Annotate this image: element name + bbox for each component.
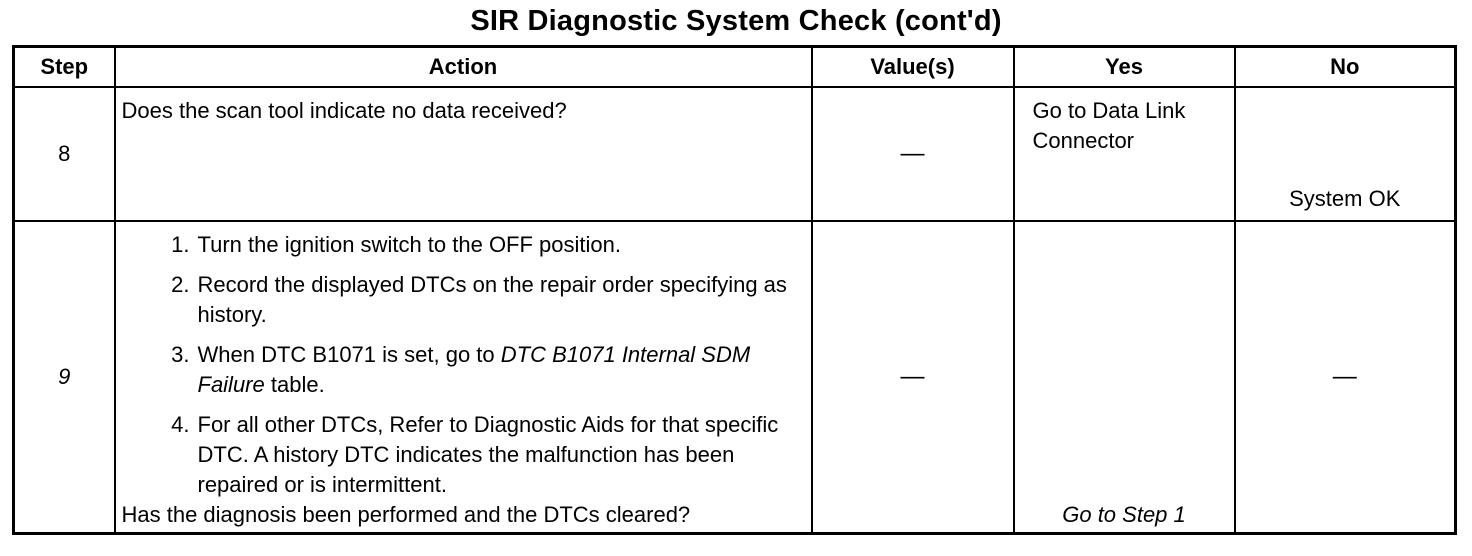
no-cell: System OK	[1235, 87, 1456, 221]
yes-cell: Go to Step 1	[1014, 221, 1235, 533]
list-item	[122, 270, 799, 330]
step-number: 9	[14, 221, 115, 533]
diagnostic-table	[12, 45, 1457, 535]
action-cell	[115, 87, 812, 221]
list-item-number: 1.	[171, 232, 190, 257]
header-values: Value(s)	[812, 47, 1014, 88]
page-title: SIR Diagnostic System Check (cont'd)	[470, 5, 1002, 37]
table-row	[14, 221, 1456, 533]
list-item-number: 4.	[171, 412, 190, 437]
header-row	[14, 47, 1456, 88]
table-row	[14, 87, 1456, 221]
list-item-text: Record the displayed DTCs on the repair order specifying as history.	[197, 272, 787, 327]
list-item-number: 2.	[171, 272, 190, 297]
step-number: 8	[14, 87, 115, 221]
list-item-text-before: When DTC B1071 is set, go to	[197, 342, 501, 367]
table-reference-link: DTC B1071 Internal SDM Failure	[197, 342, 751, 397]
list-item-number: 3.	[171, 342, 190, 367]
header-action: Action	[115, 47, 812, 88]
action-question: Has the diagnosis been performed and the DTCs cleared?	[121, 501, 691, 527]
action-steps-list	[122, 230, 799, 500]
list-item-text: For all other DTCs, Refer to Diagnostic Aids for that specific DTC. A history DTC indicates the malfunction has been repaired or is intermittent.	[197, 412, 779, 497]
no-cell: —	[1235, 221, 1456, 533]
list-item-text: Turn the ignition switch to the OFF position.	[197, 232, 621, 257]
action-question: Does the scan tool indicate no data received?	[121, 98, 567, 123]
list-item	[122, 340, 799, 400]
header-no: No	[1235, 47, 1456, 88]
header-step: Step	[14, 47, 115, 88]
list-item	[122, 410, 799, 500]
list-item	[122, 230, 799, 260]
action-cell	[115, 221, 812, 533]
yes-cell: Go to Data Link Connector	[1014, 87, 1235, 221]
list-item-text-after: table.	[264, 372, 325, 397]
header-yes: Yes	[1014, 47, 1235, 88]
list-item-text	[198, 340, 799, 400]
value-cell: —	[812, 87, 1014, 221]
value-cell: —	[812, 221, 1014, 533]
